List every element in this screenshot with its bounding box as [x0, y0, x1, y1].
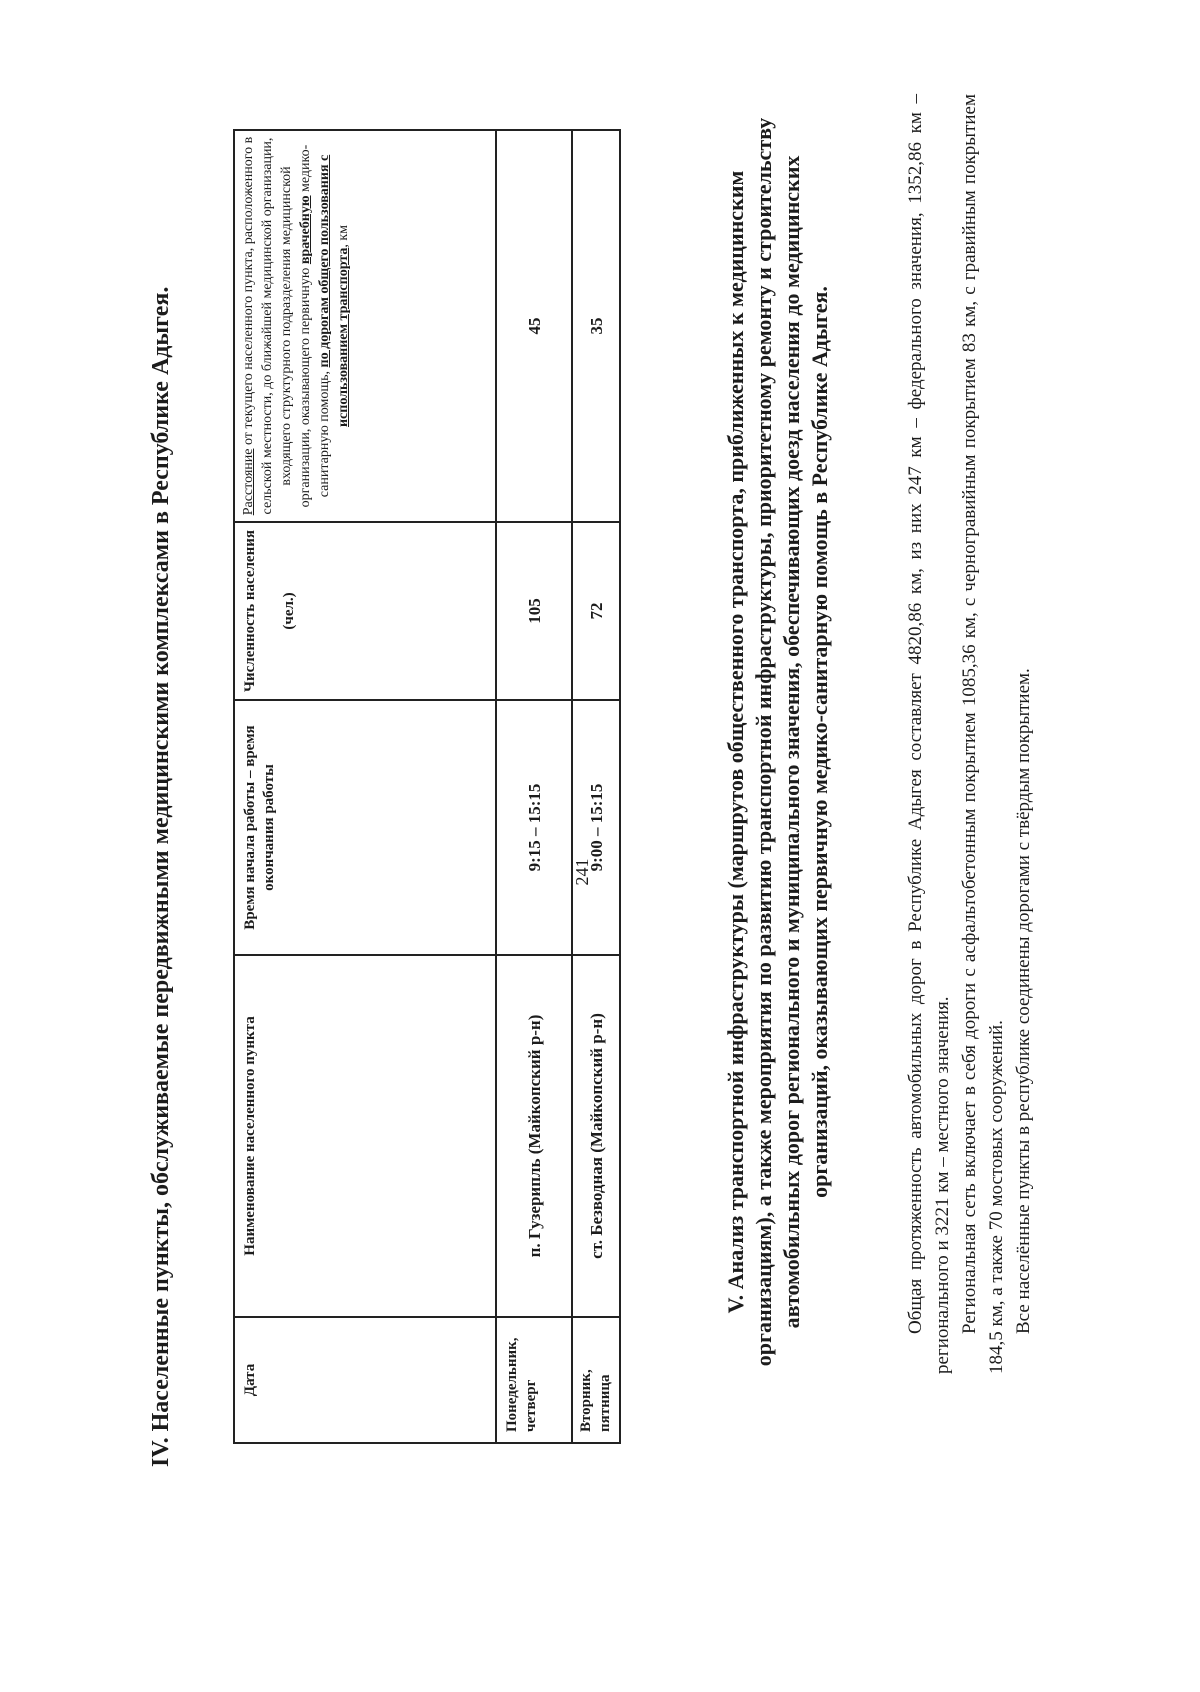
- cell-population: 105: [496, 522, 572, 700]
- column-header-population: [234, 522, 496, 700]
- column-header-settlement: Наименование населенного пункта: [234, 955, 496, 1317]
- cell-date: Понедельник, четверг: [496, 1317, 572, 1443]
- section-heading-settlements: IV. Населенные пункты, обслуживаемые передвижными медицинскими комплексами в Республике Адыгея.: [148, 286, 174, 1467]
- cell-distance: 35: [572, 130, 620, 522]
- population-header-label: Численность населения: [242, 530, 258, 692]
- distance-header-part4: медико-санитарную помощь,: [298, 144, 332, 498]
- analysis-body-text: [902, 94, 1037, 1374]
- cell-settlement: п. Гузерипль (Майкопский р-н): [496, 955, 572, 1317]
- cell-time: 9:15 – 15:15: [496, 700, 572, 955]
- cell-distance: 45: [496, 130, 572, 522]
- population-unit-label: (чел.): [281, 592, 297, 630]
- body-paragraph: Все населённые пункты в республике соединены дорогами с твёрдым покрытием.: [1013, 668, 1034, 1334]
- cell-time: 9:00 – 15:15: [572, 700, 620, 955]
- body-paragraph: Общая протяженность автомобильных дорог в Республике Адыгея составляет 4820,86 км, из них 247 км – федерального значения, 1352,86 км – регионального и 3221 км – местного значения.: [905, 94, 953, 1374]
- table-header-row: [234, 130, 496, 1443]
- page-number: 241: [572, 858, 592, 886]
- column-header-distance: [234, 130, 496, 522]
- settlements-table: [233, 129, 621, 1444]
- table-row: [496, 130, 572, 1443]
- distance-header-part3: врачебную: [298, 195, 313, 265]
- table-row: [572, 130, 620, 1443]
- column-header-date: Дата: [234, 1317, 496, 1443]
- section-heading-transport-analysis: V. Анализ транспортной инфраструктуры (маршрутов общественного транспорта, приближенных к медицинским организациям), а также мероприятия по развитию транспортной инфраструктуры, приоритетному ремонту и строительству автомобильных дорог регионального и муниципального значения, обеспечивающих доезд населения до медицинских организаций, оказывающих первичную медико-санитарную помощь в Республике Адыгея.: [723, 117, 832, 1367]
- distance-header-part1: Расстояние: [241, 448, 256, 516]
- cell-settlement: ст. Безводная (Майкопский р-н): [572, 955, 620, 1317]
- distance-header-part6: , км: [336, 224, 351, 248]
- distance-header-part5: по дорогам общего пользования с использованием транспорта: [317, 154, 351, 428]
- cell-date: Вторник, пятница: [572, 1317, 620, 1443]
- cell-population: 72: [572, 522, 620, 700]
- body-paragraph: Региональная сеть включает в себя дороги с асфальтобетонным покрытием 1085,36 км, с черногравийным покрытием 83 км, с гравийным покрытием 184,5 км, а также 70 мостовых сооружений.: [959, 94, 1007, 1374]
- column-header-time: Время начала работы – время окончания работы: [234, 700, 496, 955]
- distance-header-part2: от текущего населенного пункта, расположенного в сельской местности, до ближайшей медицинской организации, входящего структурного подразделения медицинской организации, оказывающего первичную: [241, 136, 313, 515]
